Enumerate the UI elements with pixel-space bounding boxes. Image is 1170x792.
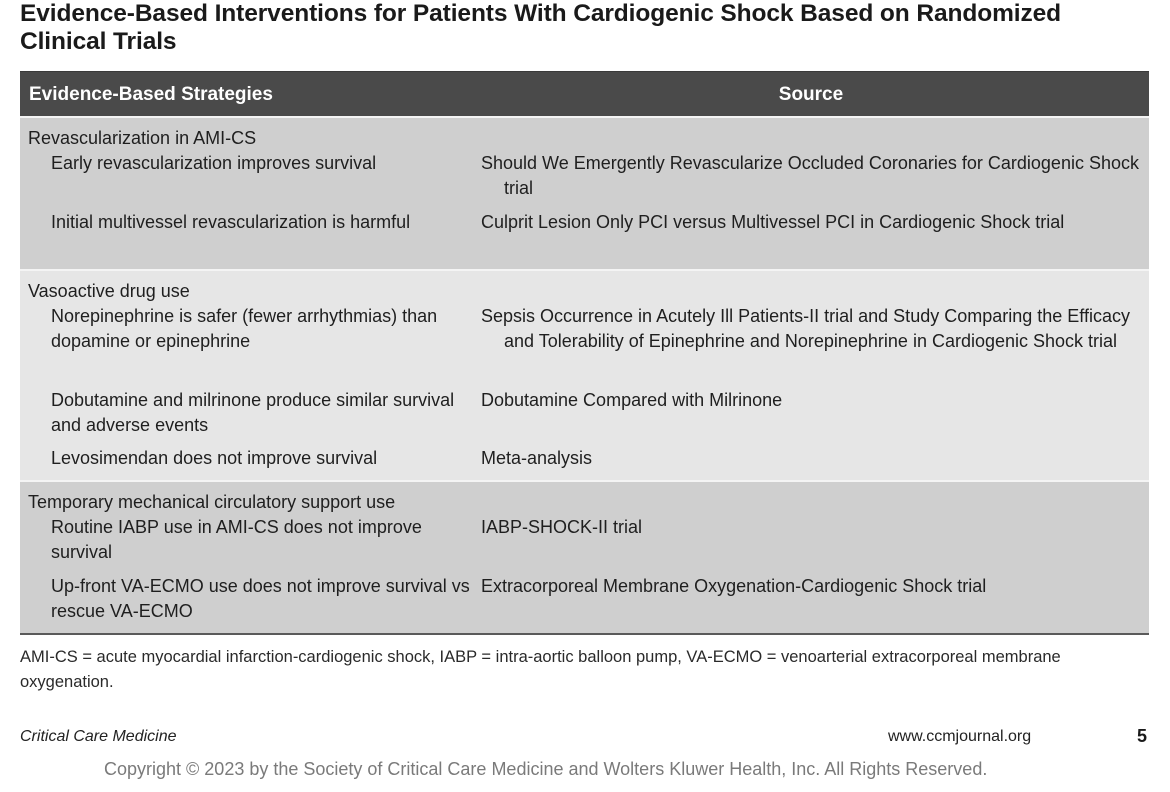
source-cell: Sepsis Occurrence in Acutely Ill Patients-II trial and Study Comparing the Efficacy and Tolerability of Epinephrine and Norepinephrine in Cardiogenic Shock trial [481, 306, 1130, 351]
section-mechanical-support [20, 480, 1149, 633]
strategy-cell: Norepinephrine is safer (fewer arrhythmias) than dopamine or epinephrine [51, 306, 438, 351]
source-cell: Dobutamine Compared with Milrinone [481, 390, 783, 410]
source-cell: Extracorporeal Membrane Oxygenation-Cardiogenic Shock trial [481, 576, 987, 596]
header-strategies: Evidence-Based Strategies [29, 84, 273, 105]
table-title: Evidence-Based Interventions for Patients With Cardiogenic Shock Based on Randomized Clinical Trials [20, 0, 1061, 55]
strategy-cell: Dobutamine and milrinone produce similar survival and adverse events [51, 390, 455, 435]
table-row [20, 515, 1149, 574]
strategy-cell: Up-front VA-ECMO use does not improve survival vs rescue VA-ECMO [51, 576, 470, 621]
section-title: Temporary mechanical circulatory support use [28, 492, 396, 512]
source-cell: Culprit Lesion Only PCI versus Multivessel PCI in Cardiogenic Shock trial [481, 212, 1065, 232]
table-row [20, 446, 1149, 480]
journal-url[interactable]: www.ccmjournal.org [888, 728, 1032, 745]
copyright-notice: Copyright © 2023 by the Society of Critical Care Medicine and Wolters Kluwer Health, Inc. All Rights Reserved. [104, 759, 988, 779]
section-title: Revascularization in AMI-CS [28, 128, 257, 148]
section-vasoactive [20, 269, 1149, 480]
section-revascularization [20, 116, 1149, 269]
table-row [20, 574, 1149, 633]
source-cell: Should We Emergently Revascularize Occluded Coronaries for Cardiogenic Shock trial [481, 153, 1139, 198]
strategy-cell: Levosimendan does not improve survival [51, 448, 378, 468]
table-row [20, 210, 1149, 269]
journal-name: Critical Care Medicine [20, 728, 177, 745]
source-cell: IABP-SHOCK-II trial [481, 517, 643, 537]
table-row [20, 388, 1149, 446]
page-number: 5 [1137, 726, 1148, 746]
table-header [20, 71, 1149, 116]
section-title: Vasoactive drug use [28, 281, 190, 301]
table-bottom-rule [20, 633, 1149, 635]
source-cell: Meta-analysis [481, 448, 593, 468]
strategy-cell: Routine IABP use in AMI-CS does not improve survival [51, 517, 422, 562]
strategy-cell: Early revascularization improves survival [51, 153, 377, 173]
table-row [20, 151, 1149, 210]
table-row [20, 304, 1149, 388]
evidence-table [20, 71, 1149, 635]
table-footnote: AMI-CS = acute myocardial infarction-cardiogenic shock, IABP = intra-aortic balloon pump, VA-ECMO = venoarterial extracorporeal membrane oxygenation. [20, 648, 1061, 691]
strategy-cell: Initial multivessel revascularization is harmful [51, 212, 411, 232]
header-source: Source [778, 84, 844, 105]
